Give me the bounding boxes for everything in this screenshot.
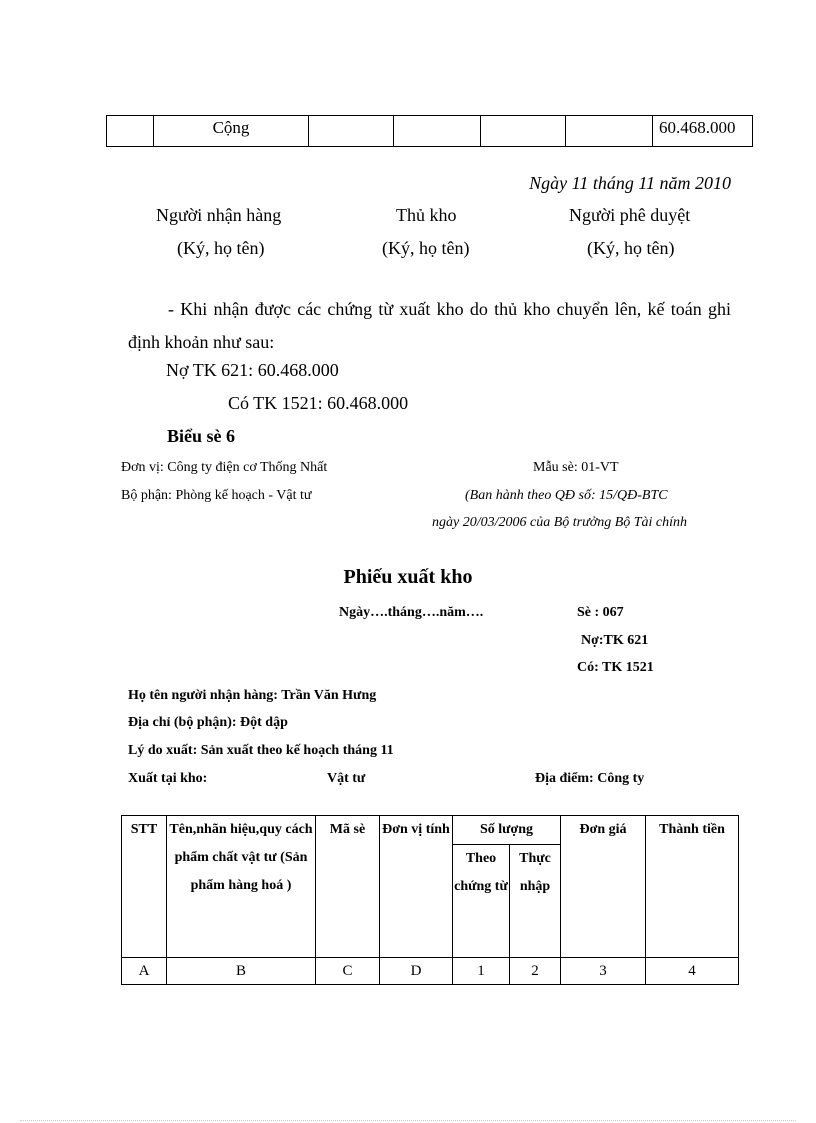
issued-decision: (Ban hành theo QĐ số: 15/QĐ-BTC — [465, 488, 668, 503]
date-line: Ngày 11 tháng 11 năm 2010 — [529, 173, 731, 193]
receiver-name: Họ tên người nhận hàng: Trần Văn Hưng — [128, 688, 377, 703]
column-code-1: 1 — [453, 958, 510, 985]
phieu-credit-account: Có: TK 1521 — [577, 660, 654, 675]
header-unit: Đơn vị tính — [380, 816, 453, 958]
accounting-paragraph: - Khi nhận được các chứng từ xuất kho do thủ kho chuyển lên, kế toán ghi định khoản như sau: — [128, 299, 731, 352]
header-amount: Thành tiền — [646, 816, 739, 958]
header-unit-price: Đơn giá — [561, 816, 646, 958]
debit-entry: Nợ TK 621: 60.468.000 — [166, 360, 339, 380]
location-label: Địa điểm: Công ty — [535, 771, 645, 786]
signature-title-receiver: Người nhận hàng — [156, 205, 282, 225]
table-header-row — [122, 816, 739, 845]
phieu-number: Sè : 067 — [577, 605, 624, 620]
issue-reason: Lý do xuất: Sản xuất theo kế hoạch tháng 11 — [128, 743, 394, 758]
signature-note-receiver: (Ký, họ tên) — [177, 238, 265, 258]
header-stt: STT — [122, 816, 167, 958]
column-code-4: 4 — [646, 958, 739, 985]
warehouse-label: Xuất tại kho: — [128, 771, 208, 786]
signature-note-approver: (Ký, họ tên) — [587, 238, 675, 258]
column-code-3: 3 — [561, 958, 646, 985]
page-title: Phiếu xuất kho — [343, 566, 473, 588]
total-row-table — [106, 115, 753, 147]
issue-slip-table — [121, 815, 739, 985]
unit-label: Đơn vị: Công ty điện cơ Thống Nhất — [121, 460, 328, 475]
signature-title-storekeeper: Thủ kho — [396, 205, 457, 225]
receiver-address: Địa chỉ (bộ phận): Đột dập — [128, 715, 288, 730]
signature-title-approver: Người phê duyệt — [569, 205, 691, 225]
total-cell-empty — [566, 116, 653, 147]
header-actual: Thực nhập — [510, 845, 561, 958]
signature-note-storekeeper: (Ký, họ tên) — [382, 238, 470, 258]
header-quantity: Số lượng — [453, 816, 561, 845]
total-cell-empty — [481, 116, 566, 147]
phieu-date: Ngày….tháng….năm…. — [339, 605, 484, 620]
total-row — [107, 116, 753, 147]
total-cell-empty — [107, 116, 154, 147]
column-code-b: B — [167, 958, 316, 985]
phieu-debit-account: Nợ:TK 621 — [581, 633, 649, 648]
total-amount: 60.468.000 — [653, 116, 753, 147]
department-label: Bộ phận: Phòng kế hoạch - Vật tư — [121, 488, 312, 503]
form-number: Mẫu sè: 01-VT — [533, 460, 619, 475]
header-item-name: Tên,nhãn hiệu,quy cách phẩm chất vật tư (Sản phẩm hàng hoá ) — [167, 816, 316, 958]
total-label: Cộng — [154, 116, 309, 147]
total-cell-empty — [394, 116, 481, 147]
header-per-document: Theo chứng từ — [453, 845, 510, 958]
column-code-2: 2 — [510, 958, 561, 985]
issued-date: ngày 20/03/2006 của Bộ trưởng Bộ Tài chính — [432, 515, 688, 530]
table-row — [122, 958, 739, 985]
column-code-d: D — [380, 958, 453, 985]
header-code: Mã sè — [316, 816, 380, 958]
credit-entry: Có TK 1521: 60.468.000 — [228, 393, 409, 413]
column-code-a: A — [122, 958, 167, 985]
bieu-so-label: Biểu sè 6 — [167, 426, 236, 446]
bottom-divider — [20, 1120, 796, 1121]
total-cell-empty — [309, 116, 394, 147]
warehouse-value: Vật tư — [327, 771, 366, 786]
column-code-c: C — [316, 958, 380, 985]
